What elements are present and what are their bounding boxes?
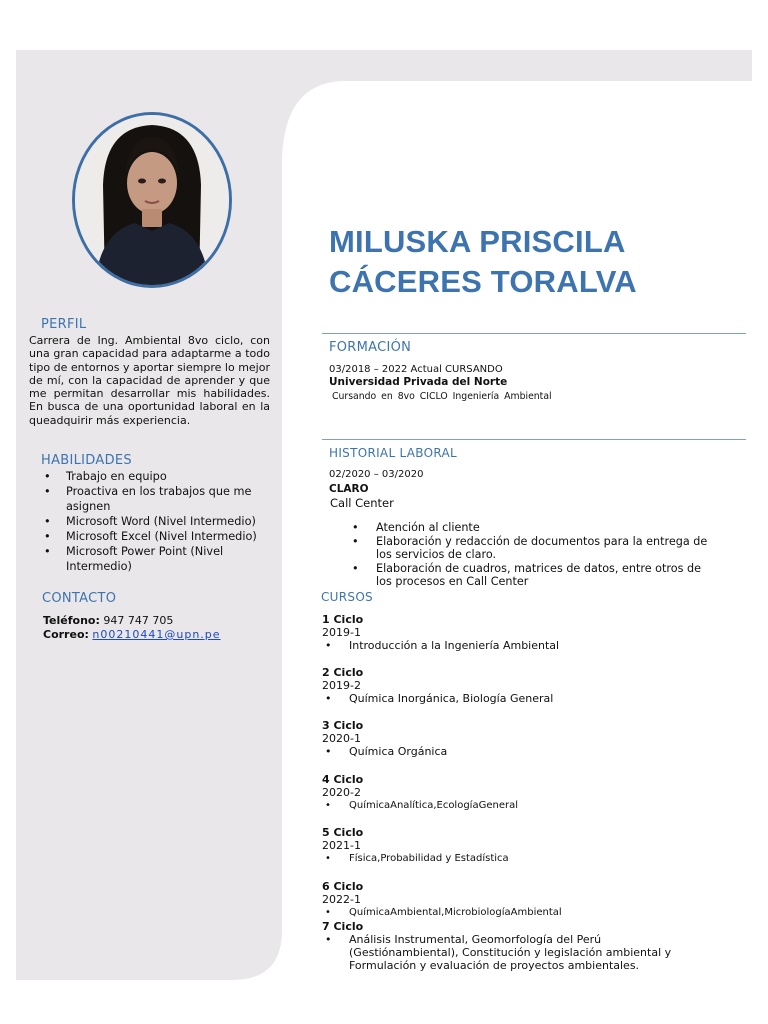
full-name: [329, 222, 637, 302]
historial-role: Call Center: [330, 496, 394, 510]
name-line-2: CÁCERES TORALVA: [329, 264, 637, 299]
name-line-1: MILUSKA PRISCILA: [329, 224, 626, 259]
course-item: • Física,Probabilidad y Estadística: [322, 852, 509, 866]
list-item: • Microsoft Power Point (Nivel Intermedio): [44, 544, 274, 574]
course-cycle: 5 Ciclo: [322, 826, 364, 839]
phone-value: 947 747 705: [103, 614, 174, 627]
course-cycle: 4 Ciclo: [322, 773, 364, 786]
course-year: 2019-2: [322, 679, 361, 692]
course-block: [322, 880, 562, 920]
course-block: [322, 826, 509, 866]
course-block: [322, 666, 553, 706]
formacion-detail: Cursando en 8vo CICLO Ingeniería Ambiental: [332, 391, 552, 402]
list-item: • Trabajo en equipo: [44, 469, 274, 484]
course-item: • Análisis Instrumental, Geomorfología del Perú (Gestiónambiental), Constitución y legislación ambiental y Formulación y evaluación de proyectos ambientales.: [322, 933, 682, 972]
habilidades-title: HABILIDADES: [41, 453, 132, 468]
cursos-title: CURSOS: [321, 590, 373, 604]
course-block: [322, 920, 682, 972]
course-item: • Introducción a la Ingeniería Ambiental: [322, 639, 559, 653]
phone-line: [43, 614, 173, 627]
course-cycle: 3 Ciclo: [322, 719, 364, 732]
course-year: 2019-1: [322, 626, 361, 639]
list-item: • Microsoft Word (Nivel Intermedio): [44, 514, 274, 529]
list-item: • Elaboración de cuadros, matrices de datos, entre otros de los procesos en Call Center: [352, 562, 712, 589]
formacion-title: FORMACIÓN: [329, 340, 412, 355]
perfil-title: PERFIL: [41, 317, 87, 332]
course-cycle: 7 Ciclo: [322, 920, 364, 933]
course-cycle: 6 Ciclo: [322, 880, 364, 893]
course-cycle: 1 Ciclo: [322, 613, 364, 626]
phone-label: Teléfono:: [43, 614, 100, 627]
course-item: • QuímicaAnalítica,EcologíaGeneral: [322, 799, 518, 813]
historial-company: CLARO: [329, 483, 369, 495]
course-year: 2022-1: [322, 893, 361, 906]
skills-list: [44, 469, 274, 574]
divider: [322, 333, 746, 334]
course-item: • Química Inorgánica, Biología General: [322, 692, 553, 706]
list-item: • Atención al cliente: [352, 521, 712, 535]
course-cycle: 2 Ciclo: [322, 666, 364, 679]
divider: [322, 439, 746, 440]
course-item: • QuímicaAmbiental,MicrobiologíaAmbiental: [322, 906, 562, 920]
course-block: [322, 719, 447, 759]
list-item: • Microsoft Excel (Nivel Intermedio): [44, 529, 274, 544]
list-item: • Elaboración y redacción de documentos para la entrega de los servicios de claro.: [352, 535, 712, 562]
course-block: [322, 613, 559, 653]
course-block: [322, 773, 518, 813]
email-link[interactable]: n00210441@upn.pe: [92, 628, 221, 641]
course-year: 2020-1: [322, 732, 361, 745]
profile-photo: [72, 112, 232, 288]
perfil-text: Carrera de Ing. Ambiental 8vo ciclo, con una gran capacidad para adaptarme a todo tipo de entornos y aportar siempre lo mejor de mí, con la capacidad de aprender y que me permitan desarrollar mis habilidades. En busca de una oportunidad laboral en la queadquirir más experiencia.: [29, 334, 270, 427]
list-item: • Proactiva en los trabajos que me asignen: [44, 484, 274, 514]
contacto-title: CONTACTO: [42, 591, 117, 606]
formacion-school: Universidad Privada del Norte: [329, 376, 508, 388]
course-year: 2020-2: [322, 786, 361, 799]
historial-dates: 02/2020 – 03/2020: [329, 469, 424, 480]
course-year: 2021-1: [322, 839, 361, 852]
formacion-dates: 03/2018 – 2022 Actual CURSANDO: [329, 364, 503, 375]
email-label: Correo:: [43, 628, 89, 641]
course-item: • Química Orgánica: [322, 745, 447, 759]
historial-title: HISTORIAL LABORAL: [329, 446, 458, 460]
email-line: [43, 628, 221, 641]
tasks-list: [352, 521, 712, 589]
